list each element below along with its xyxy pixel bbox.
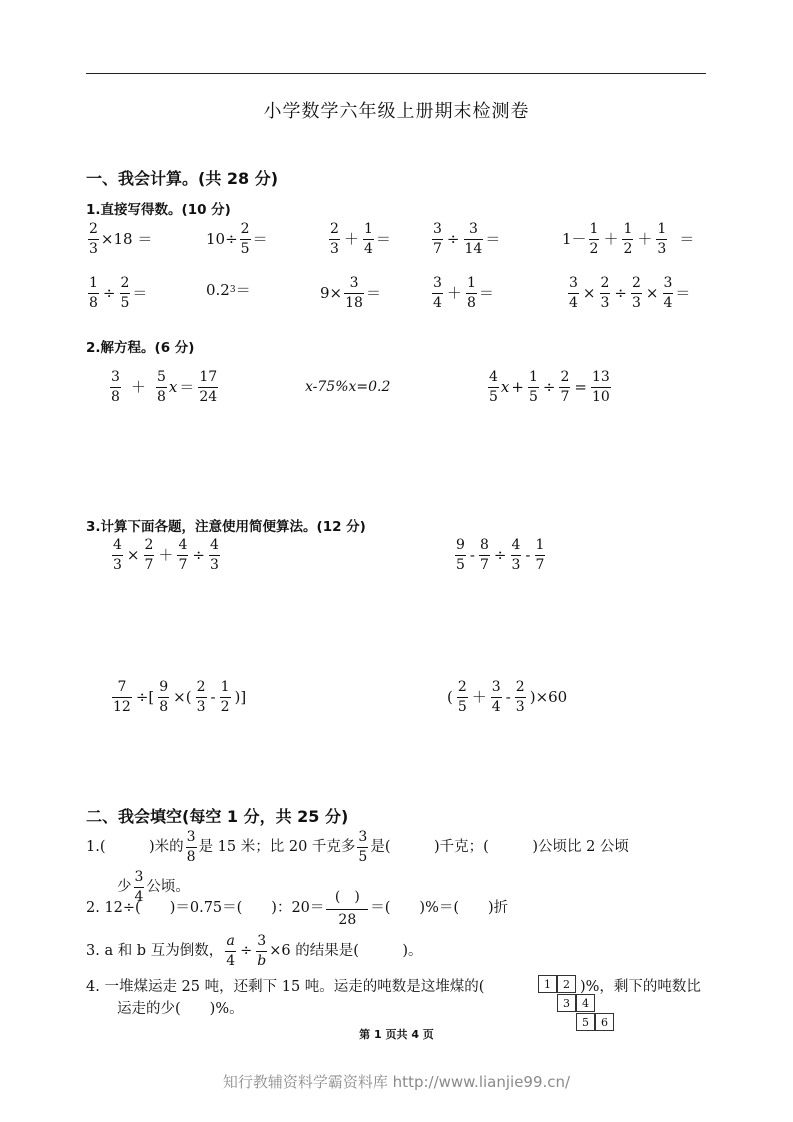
operator: × <box>126 545 140 564</box>
denominator: 3 <box>657 240 667 257</box>
numerator: 1 <box>363 221 373 237</box>
denominator: 3 <box>330 240 339 257</box>
answer-box: 2 <box>557 975 576 993</box>
operator: ÷ <box>614 283 627 302</box>
denominator: 5 <box>457 698 467 715</box>
denominator: 8 <box>159 698 169 715</box>
numerator: 2 <box>515 679 525 695</box>
numerator: 9 <box>456 537 465 553</box>
denominator: 28 <box>326 909 368 928</box>
fill-q4-line1b: )%，剩下的吨数比 <box>580 979 701 995</box>
calc-r1-e <box>562 222 694 256</box>
fraction <box>631 276 642 310</box>
denominator: 7 <box>560 388 570 405</box>
denominator: 2 <box>589 240 599 257</box>
q1-heading: 1.直接写得数。(10 分) <box>86 202 231 218</box>
calc-r2-a <box>86 276 147 310</box>
operator: ÷ <box>102 283 116 302</box>
calc-r2-e <box>566 276 690 310</box>
expr-text: ×18 ＝ <box>100 229 153 248</box>
denominator: 3 <box>209 556 219 573</box>
fraction <box>88 222 99 256</box>
denominator: 7 <box>144 556 154 573</box>
numerator: 3 <box>433 221 442 237</box>
operator: - <box>525 545 531 564</box>
denominator: 5 <box>528 388 538 405</box>
numerator: 2 <box>144 537 154 553</box>
q3-heading: 3.计算下面各题，注意使用简便算法。(12 分) <box>86 519 366 535</box>
operator: ÷ <box>240 942 253 959</box>
denominator: 18 <box>345 294 363 311</box>
fraction <box>326 890 368 927</box>
fraction <box>488 370 499 404</box>
denominator: 4 <box>433 294 442 311</box>
question-text: 少 <box>117 878 132 895</box>
answer-box: 6 <box>595 1013 614 1031</box>
question-text: 3. a 和 b 互为倒数， <box>86 942 224 959</box>
fraction <box>158 680 169 714</box>
operator: ÷ <box>192 545 205 564</box>
operator: × <box>582 283 596 302</box>
exponent: 3 <box>229 285 236 295</box>
fraction <box>156 370 167 404</box>
variable: x <box>168 377 178 396</box>
fraction <box>511 538 522 572</box>
fraction <box>225 934 236 968</box>
denominator: 4 <box>226 952 236 969</box>
fill-q1-line1 <box>86 830 629 864</box>
numerator: 2 <box>330 221 339 237</box>
operator: ÷ <box>542 377 556 396</box>
section-1-heading: 一、我会计算。(共 28 分) <box>86 169 279 188</box>
calc-r2-d <box>430 276 494 310</box>
question-text: 是( )千克；( )公顷比 2 公顷 <box>370 838 629 855</box>
calc-r1-c <box>327 222 391 256</box>
equals: ＝ <box>132 283 148 302</box>
fraction <box>568 276 579 310</box>
equals: ＝ <box>235 281 251 299</box>
denominator: 24 <box>199 388 218 405</box>
denominator: 3 <box>632 294 641 311</box>
numerator: 1 <box>220 679 230 695</box>
numerator: 1 <box>89 275 98 291</box>
numerator: 3 <box>111 369 120 385</box>
operator: )×60 <box>529 687 568 706</box>
fill-q4-line1a: 4. 一堆煤运走 25 吨，还剩下 15 吨。运走的吨数是这堆煤的( <box>86 979 485 995</box>
question-text: 是 15 米；比 20 千克多 <box>198 838 356 855</box>
denominator: 12 <box>113 698 131 715</box>
simplify-b <box>453 538 547 572</box>
numerator: 1 <box>535 537 545 553</box>
numerator: 5 <box>156 369 166 385</box>
section-2-heading: 二、我会填空(每空 1 分，共 25 分) <box>86 807 349 826</box>
numerator: a <box>226 933 235 949</box>
watermark: 知行教辅资料学霸资料库 http://www.lianjie99.cn/ <box>222 1073 571 1091</box>
fraction <box>120 276 131 310</box>
denominator: b <box>257 952 267 969</box>
numerator: 4 <box>489 369 498 385</box>
denominator: 5 <box>358 848 368 865</box>
denominator: 8 <box>156 388 166 405</box>
denominator: 7 <box>178 556 188 573</box>
operator: ＋ <box>603 229 619 248</box>
denominator: 3 <box>196 698 206 715</box>
operator: ＋ <box>130 377 146 396</box>
simplify-d <box>445 680 569 714</box>
numerator: 3 <box>468 221 478 237</box>
fraction <box>535 538 546 572</box>
numerator: 4 <box>511 537 521 553</box>
expr-text: 10÷ <box>206 229 238 248</box>
equals: ＝ <box>365 283 381 302</box>
numerator: 2 <box>600 275 610 291</box>
simplify-c <box>110 680 248 714</box>
operator: ÷[ <box>135 687 155 706</box>
denominator: 8 <box>89 294 98 311</box>
numerator: 4 <box>209 537 219 553</box>
expr-text: 0.2 <box>206 281 230 299</box>
calc-r1-d <box>430 222 500 256</box>
numerator: 1 <box>466 275 476 291</box>
fraction <box>466 276 477 310</box>
operator: ＋ <box>637 229 653 248</box>
numerator: 2 <box>196 679 206 695</box>
denominator: 5 <box>240 240 250 257</box>
fraction <box>88 276 99 310</box>
denominator: 7 <box>535 556 545 573</box>
denominator: 7 <box>480 556 489 573</box>
numerator: 1 <box>589 221 599 237</box>
numerator: 3 <box>257 933 267 949</box>
denominator: 4 <box>491 698 501 715</box>
numerator: 3 <box>433 275 442 291</box>
denominator: 2 <box>220 698 230 715</box>
numerator: 4 <box>113 537 122 553</box>
page-footer: 第 1 页共 4 页 <box>359 1028 434 1041</box>
fraction <box>196 680 207 714</box>
fraction <box>455 538 466 572</box>
operator: - <box>505 687 511 706</box>
numerator: 9 <box>159 679 169 695</box>
answer-box: 4 <box>576 994 595 1012</box>
question-text: 公顷。 <box>146 878 190 895</box>
denominator: 10 <box>591 388 610 405</box>
denominator: 8 <box>466 294 476 311</box>
operator: × <box>645 283 659 302</box>
equation-b: x-75%x=0.2 <box>305 379 391 395</box>
variable: x <box>500 377 510 396</box>
fraction <box>329 222 340 256</box>
operator: ＋ <box>343 229 359 248</box>
fraction <box>177 538 188 572</box>
equals: = <box>574 377 587 396</box>
operator: + <box>511 377 524 396</box>
page-title: 小学数学六年级上册期末检测卷 <box>263 101 530 122</box>
numerator: 2 <box>120 275 130 291</box>
denominator: 14 <box>464 240 483 257</box>
question-text: 1.( )米的 <box>86 838 184 855</box>
operator: ÷ <box>446 229 460 248</box>
fraction <box>357 830 368 864</box>
question-text: 2. 12÷( )＝0.75＝( )：20＝ <box>86 900 325 917</box>
fraction <box>589 222 600 256</box>
fraction <box>432 222 443 256</box>
fraction <box>112 538 123 572</box>
denominator: 8 <box>111 388 120 405</box>
numerator: ( ) <box>334 889 360 905</box>
fraction <box>491 680 502 714</box>
numerator: 7 <box>117 679 127 695</box>
fraction <box>559 370 570 404</box>
operator: ×( <box>173 687 192 706</box>
denominator: 8 <box>186 848 196 865</box>
fraction <box>600 276 611 310</box>
fraction <box>344 276 364 310</box>
denominator: 5 <box>120 294 130 311</box>
equals: ＝ <box>485 229 501 248</box>
equals: ＝ <box>252 229 268 248</box>
denominator: 2 <box>623 240 633 257</box>
denominator: 3 <box>511 556 521 573</box>
denominator: 3 <box>113 556 122 573</box>
q2-heading: 2.解方程。(6 分) <box>86 340 195 356</box>
fraction <box>656 222 667 256</box>
fraction <box>457 680 468 714</box>
question-text: ×6 的结果是( )。 <box>269 942 423 959</box>
expr-text: 1－ <box>562 229 587 248</box>
denominator: 4 <box>569 294 578 311</box>
numerator: 2 <box>457 679 467 695</box>
denominator: 3 <box>515 698 525 715</box>
expr-text: 9× <box>320 283 343 302</box>
numerator: 1 <box>657 221 667 237</box>
denominator: 3 <box>89 240 98 257</box>
denominator: 7 <box>433 240 442 257</box>
fraction <box>112 680 132 714</box>
numerator: 3 <box>134 869 144 885</box>
fraction <box>479 538 490 572</box>
numerator: 2 <box>560 369 570 385</box>
fraction <box>622 222 633 256</box>
answer-box: 5 <box>576 1013 595 1031</box>
equation-c <box>486 370 613 404</box>
fraction <box>528 370 539 404</box>
fraction <box>186 830 197 864</box>
numerator: 1 <box>528 369 538 385</box>
fraction <box>220 680 231 714</box>
fraction <box>363 222 374 256</box>
numerator: 2 <box>89 221 98 237</box>
fraction <box>432 276 443 310</box>
numerator: 1 <box>623 221 633 237</box>
numerator: 3 <box>569 275 578 291</box>
numerator: 17 <box>199 369 218 385</box>
simplify-a <box>110 538 222 572</box>
fraction <box>663 276 674 310</box>
fraction <box>144 538 155 572</box>
numerator: 2 <box>632 275 641 291</box>
numerator: 3 <box>349 275 359 291</box>
equals: ＝ <box>179 377 195 396</box>
top-rule <box>86 73 706 74</box>
fraction <box>198 370 218 404</box>
operator: - <box>210 687 216 706</box>
operator: - <box>469 545 475 564</box>
denominator: 4 <box>134 888 144 905</box>
denominator: 4 <box>663 294 673 311</box>
fill-q3 <box>86 934 423 968</box>
equals: ＝ <box>679 229 695 248</box>
calc-r1-b <box>206 222 268 256</box>
numerator: 4 <box>178 537 188 553</box>
operator: ÷ <box>493 545 507 564</box>
fraction <box>464 222 484 256</box>
operator: ＋ <box>471 687 487 706</box>
equals: ＝ <box>478 283 494 302</box>
numerator: 3 <box>186 829 196 845</box>
equals: ＝ <box>675 283 691 302</box>
fraction <box>240 222 251 256</box>
fraction <box>110 370 121 404</box>
fraction <box>591 370 611 404</box>
answer-box: 3 <box>557 994 576 1012</box>
equation-a <box>108 370 220 404</box>
fill-q2 <box>86 890 508 927</box>
denominator: 4 <box>363 240 373 257</box>
operator: )] <box>234 687 247 706</box>
numerator: 2 <box>240 221 250 237</box>
fraction <box>256 934 267 968</box>
fill-q4-line2: 运走的少( )%。 <box>117 1001 244 1017</box>
denominator: 5 <box>489 388 498 405</box>
fraction <box>515 680 526 714</box>
numerator: 13 <box>591 369 610 385</box>
calc-r2-c <box>320 276 381 310</box>
fraction <box>209 538 220 572</box>
numerator: 3 <box>491 679 501 695</box>
answer-box: 1 <box>538 975 557 993</box>
operator: ＋ <box>446 283 462 302</box>
denominator: 5 <box>456 556 465 573</box>
numerator: 3 <box>663 275 673 291</box>
operator: ( <box>447 687 453 706</box>
calc-r2-b <box>206 283 251 298</box>
denominator: 3 <box>600 294 610 311</box>
calc-r1-a <box>86 222 152 256</box>
operator: ＋ <box>158 545 174 564</box>
numerator: 8 <box>480 537 489 553</box>
equals: ＝ <box>375 229 391 248</box>
question-text: ＝( )%＝( )折 <box>370 900 509 917</box>
numerator: 3 <box>358 829 368 845</box>
